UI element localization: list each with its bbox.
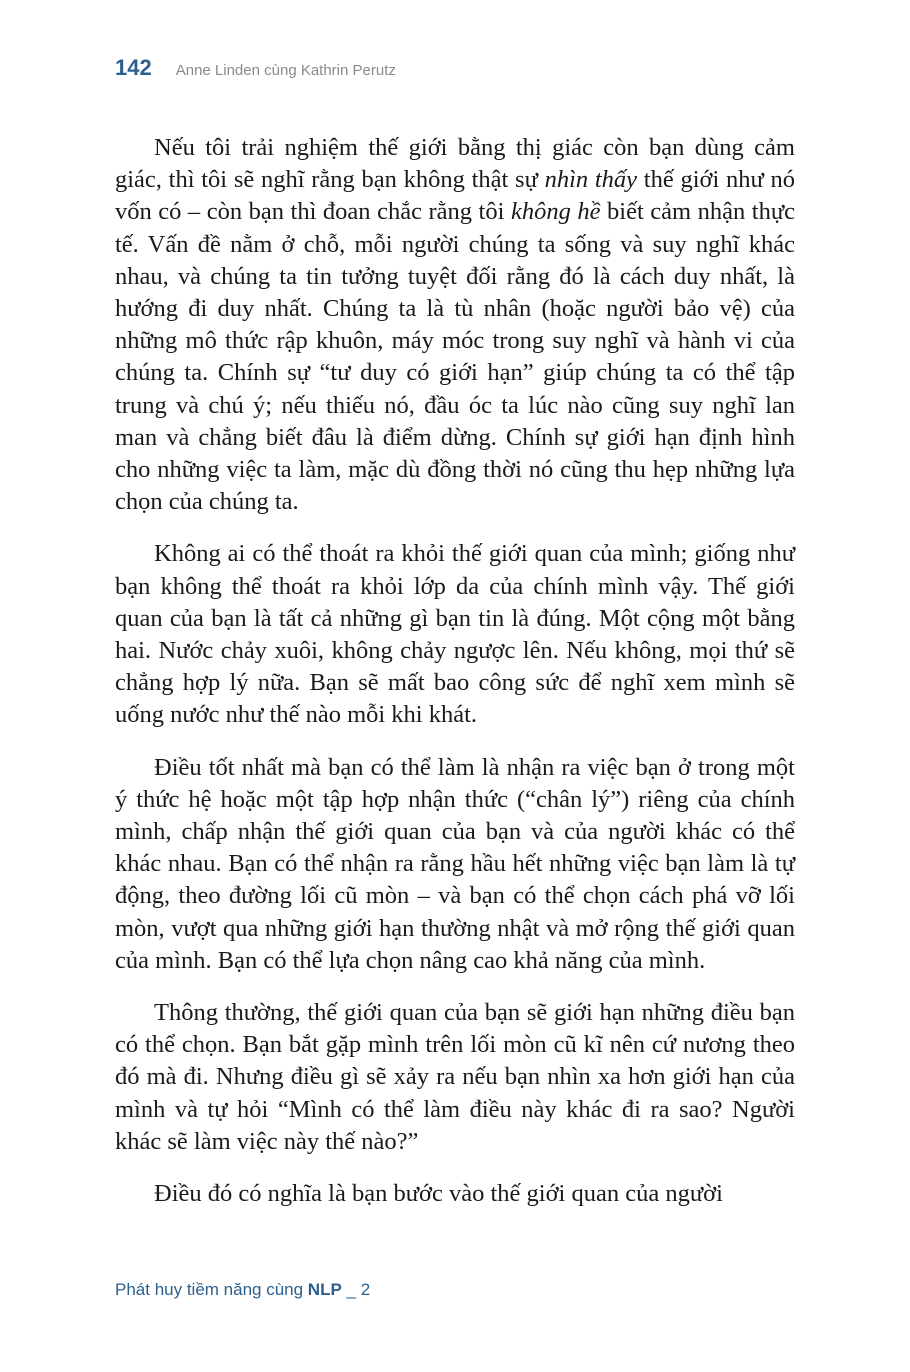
body-text (115, 132, 795, 1230)
paragraph-1-italic-b: không hề (510, 198, 601, 226)
footer-suffix: _ 2 (341, 1280, 371, 1299)
page-header (115, 55, 396, 85)
footer-brand: NLP (307, 1280, 342, 1299)
paragraph-1-text-a: Nếu tôi trải nghiệm thế giới bằng thị giác còn bạn dùng cảm giác, thì tôi sẽ nghĩ rằng bạn không thật sự (115, 134, 795, 194)
page-footer (115, 1280, 370, 1300)
paragraph-1 (115, 132, 795, 518)
footer-prefix: Phát huy tiềm năng cùng (115, 1280, 308, 1299)
paragraph-1-italic-a: nhìn thấy (544, 166, 638, 194)
paragraph-4: Thông thường, thế giới quan của bạn sẽ giới hạn những điều bạn có thể chọn. Bạn bắt gặp mình trên lối mòn cũ kĩ nên cứ nương theo đó mà đi. Nhưng điều gì sẽ xảy ra nếu bạn nhìn xa hơn giới hạn của mình và tự hỏi “Mình có thể làm điều này khác đi ra sao? Người khác sẽ làm việc này thế nào?” (115, 999, 795, 1155)
paragraph-1-text-c: biết cảm nhận thực tế. Vấn đề nằm ở chỗ, mỗi người chúng ta sống và suy nghĩ khác nhau, và chúng ta tin tưởng tuyệt đối rằng đó là cách duy nhất, là hướng đi duy nhất. Chúng ta là tù nhân (hoặc người bảo vệ) của những mô thức rập khuôn, máy móc trong suy nghĩ và hành vi của chúng ta. Chính sự “tư duy có giới hạn” giúp chúng ta có thể tập trung và chú ý; nếu thiếu nó, đầu óc ta lúc nào cũng suy nghĩ lan man và chẳng biết đâu là điểm dừng. Chính sự giới hạn định hình cho những việc ta làm, mặc dù đồng thời nó cũng thu hẹp những lựa chọn của chúng ta. (115, 198, 795, 516)
paragraph-3: Điều tốt nhất mà bạn có thể làm là nhận ra việc bạn ở trong một ý thức hệ hoặc một tập hợp nhận thức (“chân lý”) riêng của chính mình, chấp nhận thế giới quan của bạn và của người khác có thể khác nhau. Bạn có thể nhận ra rằng hầu hết những việc bạn làm là tự động, theo đường lối cũ mòn – và bạn có thể chọn cách phá vỡ lối mòn, vượt qua những giới hạn thường nhật và mở rộng thế giới quan của mình. Bạn có thể lựa chọn nâng cao khả năng của mình. (115, 753, 795, 974)
page-number: 142 (115, 55, 152, 80)
paragraph-1-text-b: thế giới như nó vốn có – còn bạn thì đoan chắc rằng tôi (115, 166, 795, 226)
paragraph-5: Điều đó có nghĩa là bạn bước vào thế giới quan của người (154, 1180, 723, 1208)
paragraph-2: Không ai có thể thoát ra khỏi thế giới quan của mình; giống như bạn không thể thoát ra khỏi lớp da của chính mình vậy. Thế giới quan của bạn là tất cả những gì bạn tin là đúng. Một cộng một bằng hai. Nước chảy xuôi, không chảy ngược lên. Nếu không, mọi thứ sẽ chẳng hợp lý nữa. Bạn sẽ mất bao công sức để nghĩ xem mình sẽ uống nước như thế nào mỗi khi khát. (115, 540, 795, 729)
running-head: Anne Linden cùng Kathrin Perutz (175, 62, 396, 79)
